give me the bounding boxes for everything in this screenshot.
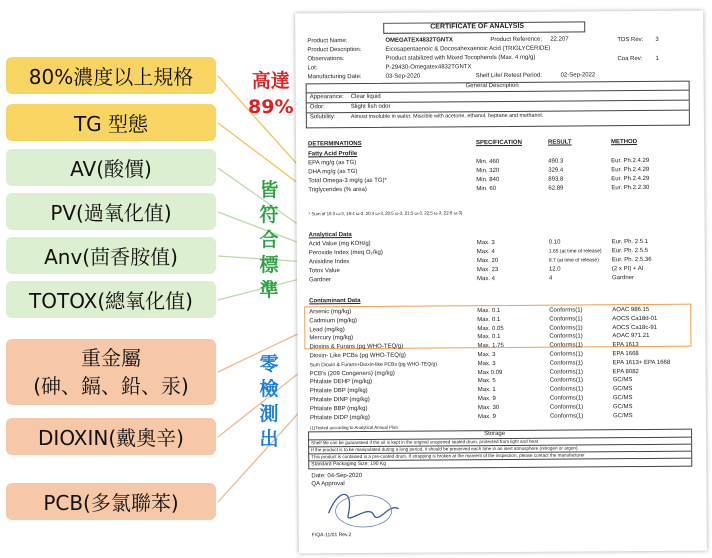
mfg-date: 03-Sep-2020 xyxy=(385,73,421,80)
contaminant-row-det: Phtalate DBP (mg/kg) xyxy=(309,388,368,395)
contaminant-row-result: Conforms(1) xyxy=(549,351,583,358)
analytical-row-spec: Max. 4 xyxy=(476,276,496,283)
qa-approval: QA Approval xyxy=(311,481,345,488)
contaminant-row-method: GC/MS xyxy=(612,377,633,384)
analytical-row-method: Eur. Ph. 2.5.1 xyxy=(611,238,649,246)
contaminant-row-method: AOCS Ca18c-91 xyxy=(612,324,658,331)
contaminant-row-spec: Max. 3 xyxy=(477,360,496,367)
fatty-row-det: EPA mg/g (as TG) xyxy=(308,160,357,167)
analytical-row-method: Eur. Ph. 2.5.36 xyxy=(611,256,652,264)
analytical-row-method: Eur. Ph. 2.5.5 xyxy=(611,247,649,255)
label-pcb: PCB(多氯聯苯) xyxy=(6,483,216,520)
analytical-row-result: 12.0 xyxy=(548,266,561,273)
form-code: F/QA-11/01 Rev.2 xyxy=(311,532,352,539)
contaminant-row-method: AOAC 971.21 xyxy=(612,333,650,340)
signature-icon xyxy=(318,483,408,534)
fatty-title: Fatty Acid Profile xyxy=(308,151,358,158)
note-meets-standard: 皆 符 合 標 準 xyxy=(259,179,279,301)
label-totox: TOTOX(總氧化值) xyxy=(6,281,216,318)
contaminant-row-result: Conforms(1) xyxy=(549,369,583,376)
odor-label: Odor: xyxy=(309,104,325,111)
note-high-89: 高達 89% xyxy=(248,70,294,118)
lot: P-29430-Omegatex4832TGNTX xyxy=(385,64,472,71)
fatty-row-spec: Min. 460 xyxy=(476,159,500,166)
tds-rev-label: TDS Rev: xyxy=(617,37,644,44)
contaminant-row-det: Phtalate DEHP (mg/kg) xyxy=(309,379,372,386)
analytical-title: Analytical Data xyxy=(308,232,352,239)
label-tg-form: TG 型態 xyxy=(6,104,216,141)
analytical-row-spec: Max. 4 xyxy=(476,249,495,256)
fatty-row-method: Eur. Ph.2.4.29 xyxy=(611,157,650,165)
contaminant-row-det: Dioxins & Furans (pg WHO-TEQ/g) xyxy=(309,343,404,351)
contaminant-note: (1)Tested according to Analytical Annual Plan xyxy=(309,424,398,431)
col-method: METHOD xyxy=(611,139,638,146)
contaminant-row-method: EPA 8082 xyxy=(612,368,639,375)
analytical-row-result: 8.7 (at time of release) xyxy=(548,257,599,264)
analytical-row-det: Gardner xyxy=(308,277,332,284)
fatty-row-det: Total Omega-3 mg/g (as TG)* xyxy=(308,177,387,185)
contaminant-row-det: Sum Dioxin & Furans+Dioxin-like PCBs (pg WHO-TEQ/g) xyxy=(309,361,437,369)
analytical-row-result: 1.65 (at time of release) xyxy=(548,248,602,255)
contaminant-row-det: Phtalate DINP (mg/kg) xyxy=(309,396,370,404)
contaminant-row-method: EPA 1613+ EPA 1668 xyxy=(612,359,671,367)
label-high-concentration: 80%濃度以上規格 xyxy=(6,57,216,94)
contaminant-row-det: Arsenic (mg/kg) xyxy=(309,309,352,316)
contaminant-row-result: Conforms(1) xyxy=(549,333,583,341)
contaminant-row-method: GC/MS xyxy=(612,395,633,402)
contaminant-row-method: GC/MS xyxy=(612,412,633,419)
contaminant-row-method: EPA 1668 xyxy=(612,351,639,358)
appearance: Clear liquid xyxy=(350,93,381,101)
product-ref: 22.207 xyxy=(550,36,569,43)
contaminant-row-result: Conforms(1) xyxy=(549,395,584,402)
contaminant-row-det: Mercury (mg/kg) xyxy=(309,335,354,342)
fatty-row-method: Eur. Ph.2.4.29 xyxy=(611,175,650,183)
contaminant-row-det: Dioxin- Like PCBs (pg WHO-TEQ/g) xyxy=(309,352,406,360)
shelf-life: 02-Sep-2022 xyxy=(560,72,596,79)
fatty-row-spec: Min. 60 xyxy=(476,186,497,193)
contaminant-row-spec: Max. 0.1 xyxy=(477,334,501,341)
label-heavy-metals: 重金屬 (砷、鎘、鉛、汞) xyxy=(6,339,216,405)
label-dioxin: DIOXIN(戴奧辛) xyxy=(6,418,216,455)
col-result: RESULT xyxy=(548,139,572,146)
contaminant-row-spec: Max. 9 xyxy=(477,396,496,403)
shelf-life-label: Shelf Life/ Retest Period: xyxy=(475,72,542,80)
coa-rev: 1 xyxy=(655,55,659,62)
contaminant-row-spec: Max. 9 xyxy=(477,413,496,420)
tds-rev: 3 xyxy=(655,36,659,43)
contaminant-row-result: Conforms(1) xyxy=(549,307,583,314)
analytical-row-spec: Max. 23 xyxy=(476,267,499,274)
contaminant-row-spec: Max. 30 xyxy=(477,404,500,411)
contaminant-row-method: GC/MS xyxy=(612,403,633,411)
storage-title: Storage xyxy=(484,430,506,438)
contaminant-row-spec: Max 0.09 xyxy=(477,369,503,376)
analytical-row-method: Gardner xyxy=(611,275,635,282)
analytical-row-det: Peroxide Index (meq O₂/kg) xyxy=(308,249,383,257)
contaminant-row-spec: Max. 5 xyxy=(477,378,496,385)
fatty-row-result: 329.4 xyxy=(548,167,564,174)
contaminant-row-result: Conforms(1) xyxy=(549,325,583,332)
contaminant-row-spec: Max. 0.1 xyxy=(477,316,501,323)
contaminant-row-method: GC/MS xyxy=(612,386,633,393)
storage-line-2: If the product is to be manipulated during a long period, it should be preserved each time in an inert atmosphere (nitrogen or argon). xyxy=(311,445,579,453)
contaminant-row-spec: Max. 1.75 xyxy=(477,343,504,350)
fatty-row-method: Eur. Ph.2.4.29 xyxy=(611,166,650,174)
cert-title: CERTIFICATE OF ANALYSIS xyxy=(430,22,525,31)
fatty-row-result: 893.8 xyxy=(548,176,564,183)
contaminant-row-spec: Max. 1 xyxy=(477,387,496,394)
fatty-row-result: 62.89 xyxy=(548,185,564,192)
mfg-date-label: Manufacturing Date: xyxy=(307,73,362,81)
solubility: Almost insoluble in water. Miscible with acetone, ethanol, heptane and methanol. xyxy=(350,112,544,121)
storage-line-1: Shelf life can be guaranteed if the oil is kept in the original unopened sealed drum, protected from light and heat xyxy=(311,438,538,446)
fatty-row-det: Triglycerides (% area) xyxy=(308,186,367,194)
lot-label: Lot: xyxy=(307,65,318,72)
analytical-row-spec: Max. 20 xyxy=(476,258,499,265)
contaminant-row-spec: Max. 0.1 xyxy=(477,308,501,315)
product-desc-label: Product Description: xyxy=(307,46,362,54)
certificate-of-analysis xyxy=(295,11,707,554)
col-specification: SPECIFICATION xyxy=(476,139,522,147)
solubility-label: Solubility: xyxy=(309,114,336,121)
contaminant-row-det: Phtalate DIDP (mg/kg) xyxy=(309,414,370,421)
product-name-label: Product Name: xyxy=(307,38,348,45)
product-ref-label: Product Reference: xyxy=(490,36,543,44)
contaminant-row-result: Conforms(1) xyxy=(549,386,584,393)
note-zero-detected: 零 檢 測 出 xyxy=(259,353,279,450)
contaminant-row-det: Lead (mg/kg) xyxy=(309,326,345,333)
fatty-row-det: DHA mg/g (as TG) xyxy=(308,168,358,176)
contaminant-row-det: Phtalate BBP (mg/kg) xyxy=(309,405,368,413)
analytical-row-result: 4 xyxy=(548,275,553,282)
contaminant-row-det: Cadmium (mg/kg) xyxy=(309,317,357,325)
appearance-label: Appearance: xyxy=(309,94,344,101)
fatty-row-result: 490.3 xyxy=(548,158,564,165)
odor: Slight fish odor xyxy=(350,103,391,111)
contaminant-row-result: Conforms(1) xyxy=(549,360,583,367)
product-name: OMEGATEX4832TGNTX xyxy=(385,37,453,44)
contaminant-row-det: PCB's (209 Congeners) (mg/kg) xyxy=(309,370,395,377)
analytical-row-method: (2 x PI) + AI xyxy=(611,266,644,273)
coa-rev-label: Coa Rev: xyxy=(617,56,643,63)
qa-date: Date: 04-Sep-2020 xyxy=(311,472,363,480)
contaminant-row-result: Conforms(1) xyxy=(549,404,584,411)
product-desc: Eicosapentaenoic & Docosahexaenoic Acid (TRIGLYCERIDE) xyxy=(385,45,551,53)
fatty-row-method: Eur. Ph.2.2.30 xyxy=(611,184,650,192)
contaminant-row-result: Conforms(1) xyxy=(549,377,584,385)
contaminant-row-result: Conforms(1) xyxy=(549,342,583,349)
contaminant-row-result: Conforms(1) xyxy=(549,413,584,420)
general-title: General Description xyxy=(465,82,519,90)
label-anv: Anv(茴香胺值) xyxy=(6,237,216,274)
label-pv: PV(過氧化值) xyxy=(6,193,216,230)
fatty-row-spec: Min. 840 xyxy=(476,177,500,184)
analytical-row-spec: Max. 3 xyxy=(476,240,495,247)
packaging: Standard Packaging Size: 190 Kg xyxy=(311,460,387,468)
label-av: AV(酸價) xyxy=(6,149,216,186)
fatty-row-spec: Min. 320 xyxy=(476,168,500,175)
contaminant-row-result: Conforms(1) xyxy=(549,316,583,323)
contaminant-row-method: AOAC 986.15 xyxy=(612,306,650,314)
contaminant-row-spec: Max. 0.05 xyxy=(477,325,504,332)
observations-label: Observations: xyxy=(307,56,345,63)
storage-line-3: This product is contained in a pre-coated drum. If strapping is broken at the moment of the inspection, please contact the manufacturer xyxy=(311,452,585,460)
analytical-row-det: Acid Value (mg KOH/g) xyxy=(308,240,371,248)
observations: Product stabilized with Mixed Tocopherols (Max. 4 mg/g) xyxy=(385,54,536,62)
col-determinations: DETERMINATIONS xyxy=(308,140,362,148)
analytical-row-det: Totox Value xyxy=(308,268,340,275)
analytical-row-result: 0.10 xyxy=(548,239,561,246)
contaminant-row-method: EPA 1613 xyxy=(612,342,639,349)
fatty-note: * Sum of 18:3 ω-3, 18:4 ω-3, 20:4 ω-3, 20:5 ω-3, 21:5 ω-3, 22:5 ω-3, 22:6 ω-3) xyxy=(308,210,463,217)
contaminant-row-method: AOCS Ca18d-01 xyxy=(612,315,658,323)
contaminant-row-spec: Max. 3 xyxy=(477,352,496,359)
contaminant-title: Contaminant Data xyxy=(309,297,361,305)
analytical-row-det: Anisidine Index xyxy=(308,259,350,266)
